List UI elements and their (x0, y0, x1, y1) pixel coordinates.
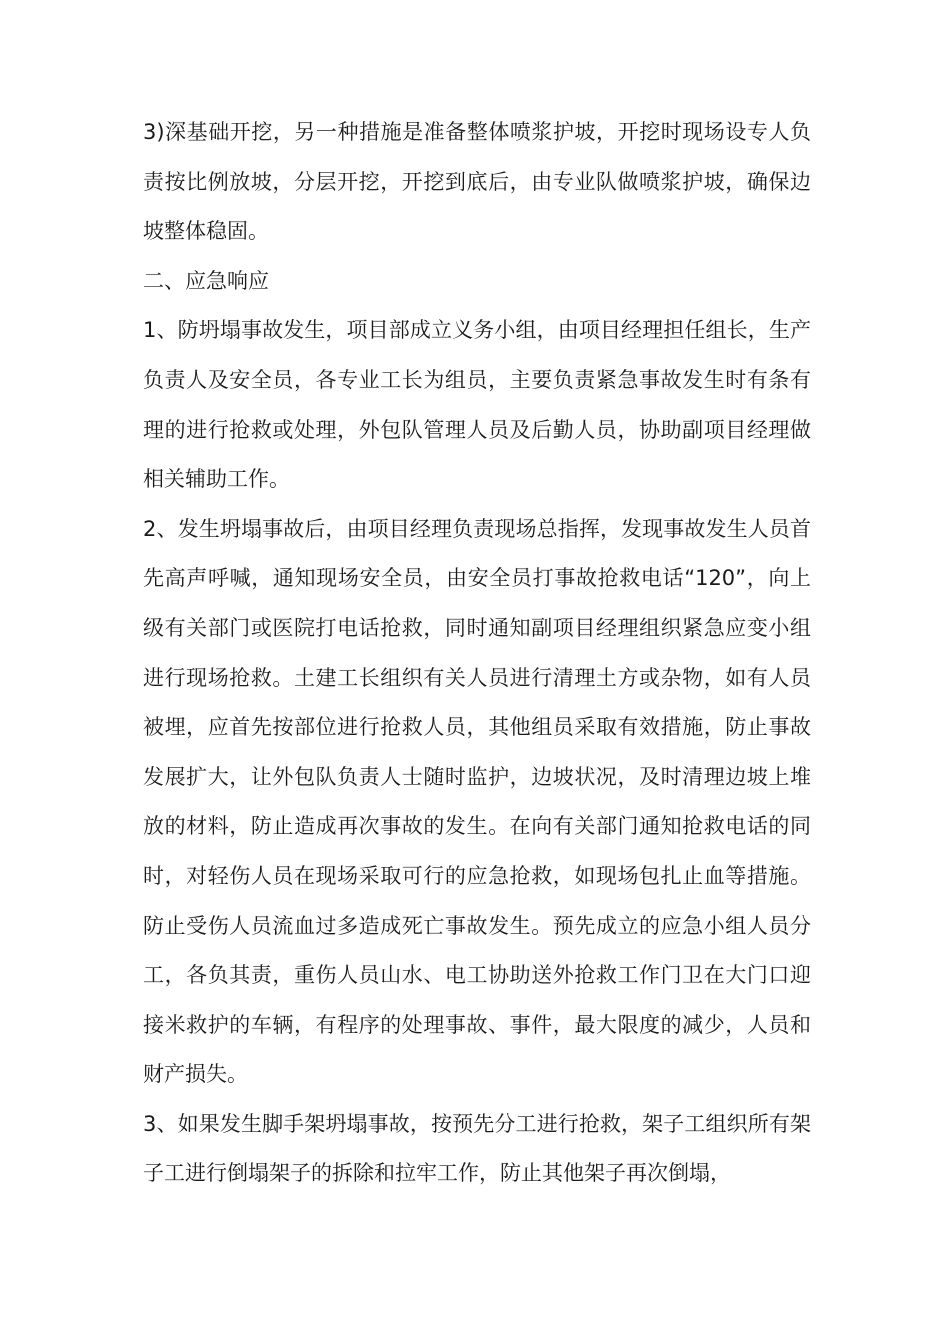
paragraph-item-3: 3、如果发生脚手架坍塌事故，按预先分工进行抢救，架子工组织所有架子工进行倒塌架子的拆除和拉牢工作，防止其他架子再次倒塌， (143, 1111, 811, 1186)
paragraph-item-1: 1、防坍塌事故发生，项目部成立义务小组，由项目经理担任组长，生产负责人及安全员，各专业工长为组员，主要负责紧急事故发生时有条有理的进行抢救或处理，外包队管理人员及后勤人员，协助副项目经理做相关辅助工作。 (143, 318, 811, 492)
document-body (143, 108, 811, 1199)
paragraph-deep-foundation: 3)深基础开挖，另一种措施是准备整体喷浆护坡，开挖时现场设专人负责按比例放坡，分层开挖，开挖到底后，由专业队做喷浆护坡，确保边坡整体稳固。 (143, 120, 811, 244)
section-heading-emergency-response: 二、应急响应 (143, 268, 269, 293)
paragraph-item-2: 2、发生坍塌事故后，由项目经理负责现场总指挥，发现事故发生人员首先高声呼喊，通知现场安全员，由安全员打事故抢救电话“120”，向上级有关部门或医院打电话抢救，同时通知副项目经理组织紧急应变小组进行现场抢救。土建工长组织有关人员进行清理土方或杂物，如有人员被埋，应首先按部位进行抢救人员，其他组员采取有效措施，防止事故发展扩大，让外包队负责人士随时监护，边坡状况，及时清理边坡上堆放的材料，防止造成再次事故的发生。在向有关部门通知抢救电话的同时，对轻伤人员在现场采取可行的应急抢救，如现场包扎止血等措施。防止受伤人员流血过多造成死亡事故发生。预先成立的应急小组人员分工，各负其责，重伤人员山水、电工协助送外抢救工作门卫在大门口迎接米救护的车辆，有程序的处理事故、事件，最大限度的减少，人员和财产损失。 (143, 516, 811, 1087)
